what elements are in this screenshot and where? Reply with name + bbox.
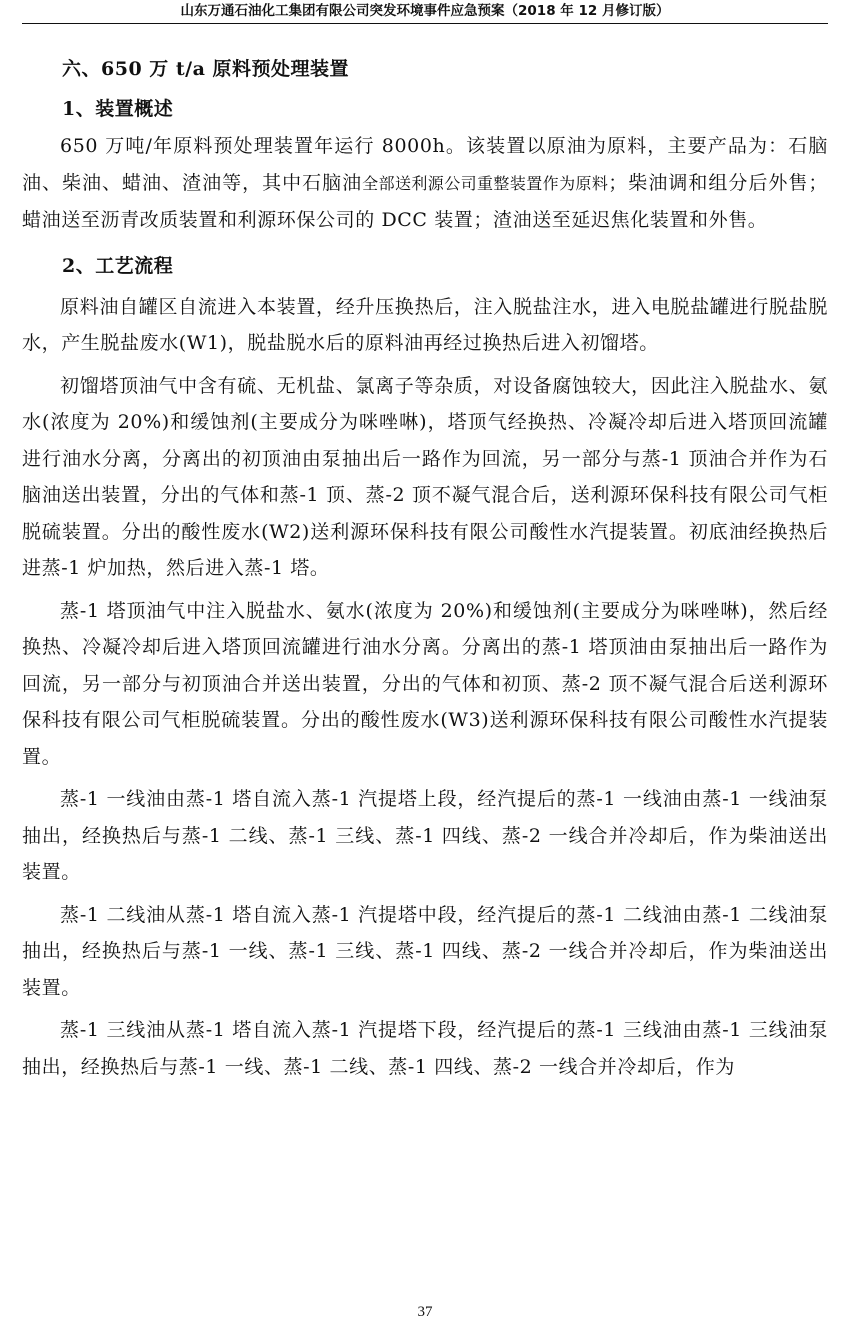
overview-text-b: ；柴油调和组分后外售；蜡油送至沥青改质装置和利源环保公司的 DCC 装置；渣油送至延迟焦化装置和外售。 xyxy=(22,171,828,231)
overview-text-a: 650 万吨/年原料预处理装置年运行 8000h。该装置以原油为原料，主要产品为：石脑油、柴油、蜡油、渣油等，其中石脑油 xyxy=(22,135,828,194)
section-title: 六、650 万 t/a 原料预处理装置 xyxy=(62,58,350,80)
process-paragraph-6: 蒸-1 三线油从蒸-1 塔自流入蒸-1 汽提塔下段，经汽提后的蒸-1 三线油由蒸-1 三线油泵抽出，经换热后与蒸-1 一线、蒸-1 二线、蒸-1 四线、蒸-2 一线合并冷却后，作为 xyxy=(22,1019,828,1078)
process-paragraph-5: 蒸-1 二线油从蒸-1 塔自流入蒸-1 汽提塔中段，经汽提后的蒸-1 二线油由蒸-1 二线油泵抽出，经换热后与蒸-1 一线、蒸-1 三线、蒸-1 四线、蒸-2 一线合并冷却后，作为柴油送出装置。 xyxy=(22,903,828,999)
process-paragraph-1: 原料油自罐区自流进入本装置，经升压换热后，注入脱盐注水，进入电脱盐罐进行脱盐脱水，产生脱盐废水(W1)，脱盐脱水后的原料油再经过换热后进入初馏塔。 xyxy=(22,295,828,354)
process-paragraph-3: 蒸-1 塔顶油气中注入脱盐水、氨水(浓度为 20%)和缓蚀剂(主要成分为咪唑啉)，然后经换热、冷凝冷却后进入塔顶回流罐进行油水分离。分离出的蒸-1 塔顶油由泵抽出后一路作为回流，另一部分与初顶油合并送出装置，分出的气体和初顶、蒸-2 顶不凝气混合后送利源环保科技有限公司气柜脱硫装置。分出的酸性废水(W3)送利源环保科技有限公司酸性水汽提装置。 xyxy=(22,599,828,768)
process-paragraph-2: 初馏塔顶油气中含有硫、无机盐、氯离子等杂质，对设备腐蚀较大，因此注入脱盐水、氨水(浓度为 20%)和缓蚀剂(主要成分为咪唑啉)，塔顶气经换热、冷凝冷却后进入塔顶回流罐进行油水分离，分离出的初顶油由泵抽出后一路作为回流，另一部分与蒸-1 顶油合并作为石脑油送出装置，分出的气体和蒸-1 顶、蒸-2 顶不凝气混合后，送利源环保科技有限公司气柜脱硫装置。分出的酸性废水(W2)送利源环保科技有限公司酸性水汽提装置。初底油经换热后进蒸-1 炉加热，然后进入蒸-1 塔。 xyxy=(22,374,828,579)
overview-paragraph xyxy=(22,128,828,239)
process-paragraph-4: 蒸-1 一线油由蒸-1 塔自流入蒸-1 汽提塔上段，经汽提后的蒸-1 一线油由蒸-1 一线油泵抽出，经换热后与蒸-1 二线、蒸-1 三线、蒸-1 四线、蒸-2 一线合并冷却后，作为柴油送出装置。 xyxy=(22,788,828,883)
page-number: 37 xyxy=(417,1304,433,1320)
subsection-title-process: 2、工艺流程 xyxy=(62,254,174,277)
header-divider xyxy=(22,23,828,24)
subsection-title-overview: 1、装置概述 xyxy=(62,98,174,120)
overview-text-small: 全部送利源公司重整装置作为原料 xyxy=(362,173,609,193)
page-header: 山东万通石油化工集团有限公司突发环境事件应急预案（2018 年 12 月修订版） xyxy=(180,3,670,19)
document-body xyxy=(22,56,828,1085)
